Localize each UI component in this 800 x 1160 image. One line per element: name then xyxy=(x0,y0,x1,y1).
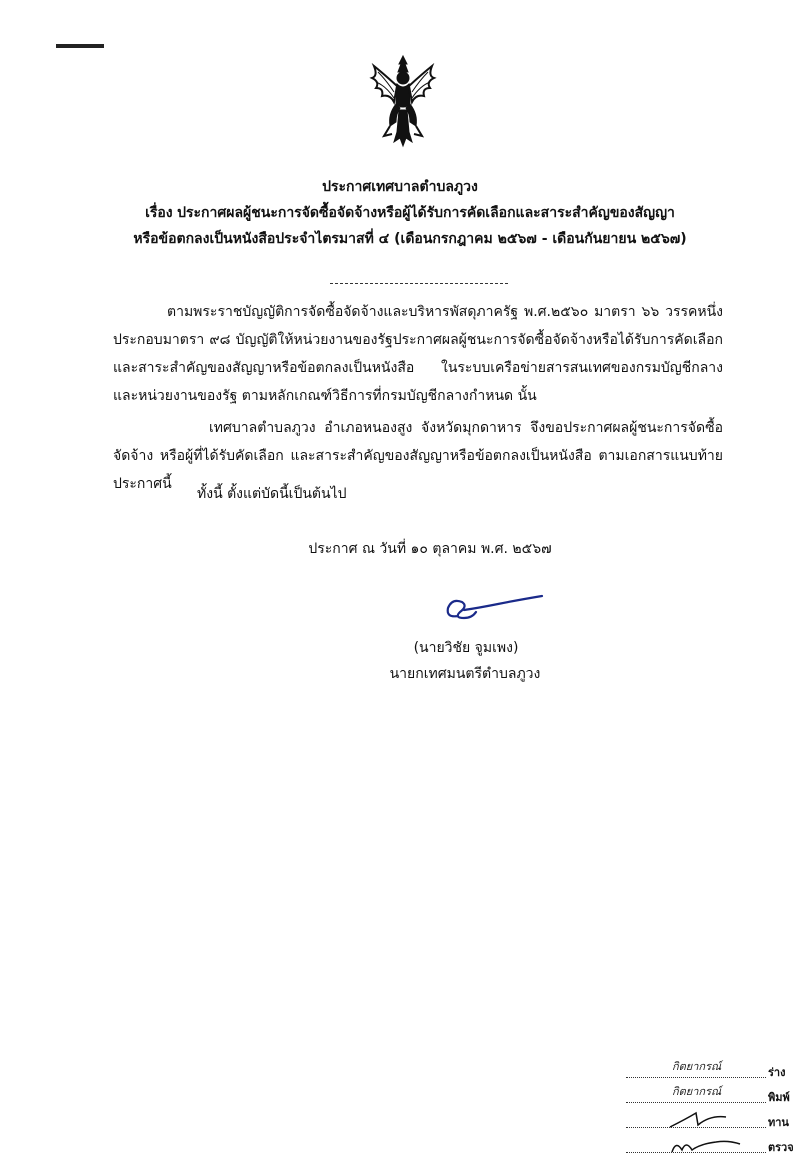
paragraph-1-text: ตามพระราชบัญญัติการจัดซื้อจัดจ้างและบริหารพัสดุภาครัฐ พ.ศ.๒๕๖๐ มาตรา ๖๖ วรรคหนึ่ง ประกอบมาตรา ๙๘ บัญญัติให้หน่วยงานของรัฐประกาศผลผู้ชนะการจัดซื้อจัดจ้างหรือได้รับการคัดเลือก และสาระสำคัญของสัญญาหรือข้อตกลงเป็นหนังสือ ในระบบเครือข่ายสารสนเทศของกรมบัญชีกลาง และหน่วยงานของรัฐ ตามหลักเกณฑ์วิธีการที่กรมบัญชีกลางกำหนด นั้น xyxy=(113,304,723,404)
subject-label: เรื่อง xyxy=(145,205,173,221)
announcement-date: ประกาศ ณ วันที่ ๑๐ ตุลาคม พ.ศ. ๒๕๖๗ xyxy=(308,541,552,557)
approval-row-review xyxy=(626,1106,800,1131)
signature-image xyxy=(438,588,548,628)
document-title: ประกาศเทศบาลตำบลภูวง xyxy=(322,179,478,195)
paragraph-legal-basis xyxy=(113,298,723,410)
approval-role-type: พิมพ์ xyxy=(768,1091,790,1104)
approval-role-check: ตรวจ xyxy=(768,1141,794,1154)
approval-initial-draft: กิตยากรณ์ xyxy=(672,1060,722,1073)
initial-scribble-review xyxy=(666,1109,746,1131)
subject-line-1: ประกาศผลผู้ชนะการจัดซื้อจัดจ้างหรือผู้ได้รับการคัดเลือกและสาระสำคัญของสัญญา xyxy=(177,205,675,221)
approval-role-review: ทาน xyxy=(768,1116,789,1129)
approval-initial-type: กิตยากรณ์ xyxy=(672,1085,722,1098)
signatory-name: (นายวิชัย จูมเพง) xyxy=(413,640,519,656)
signatory-position: นายกเทศมนตรีตำบลภูวง xyxy=(389,666,541,682)
initial-scribble-check xyxy=(666,1134,746,1156)
paragraph-2-text: เทศบาลตำบลภูวง อำเภอหนองสูง จังหวัดมุกดาหาร จึงขอประกาศผลผู้ชนะการจัดซื้อจัดจ้าง หรือผู้ที่ได้รับคัดเลือก และสาระสำคัญของสัญญาหรือข้อตกลงเป็นหนังสือ ตามเอกสารแนบท้ายประกาศนี้ xyxy=(113,420,723,492)
corner-mark xyxy=(56,44,104,48)
approval-role-draft: ร่าง xyxy=(768,1066,786,1079)
approval-row-type xyxy=(626,1081,800,1106)
subject-line-2: หรือข้อตกลงเป็นหนังสือประจำไตรมาสที่ ๔ (เดือนกรกฎาคม ๒๕๖๗ - เดือนกันยายน ๒๕๖๗) xyxy=(133,231,687,247)
document-subject xyxy=(110,200,710,252)
garuda-emblem-icon xyxy=(366,52,440,152)
approval-block xyxy=(626,1056,800,1156)
paragraph-effective xyxy=(113,480,723,508)
paragraph-3-text: ทั้งนี้ ตั้งแต่บัดนี้เป็นต้นไป xyxy=(197,486,347,502)
approval-row-check xyxy=(626,1131,800,1156)
section-divider xyxy=(330,283,508,284)
approval-row-draft xyxy=(626,1056,800,1081)
